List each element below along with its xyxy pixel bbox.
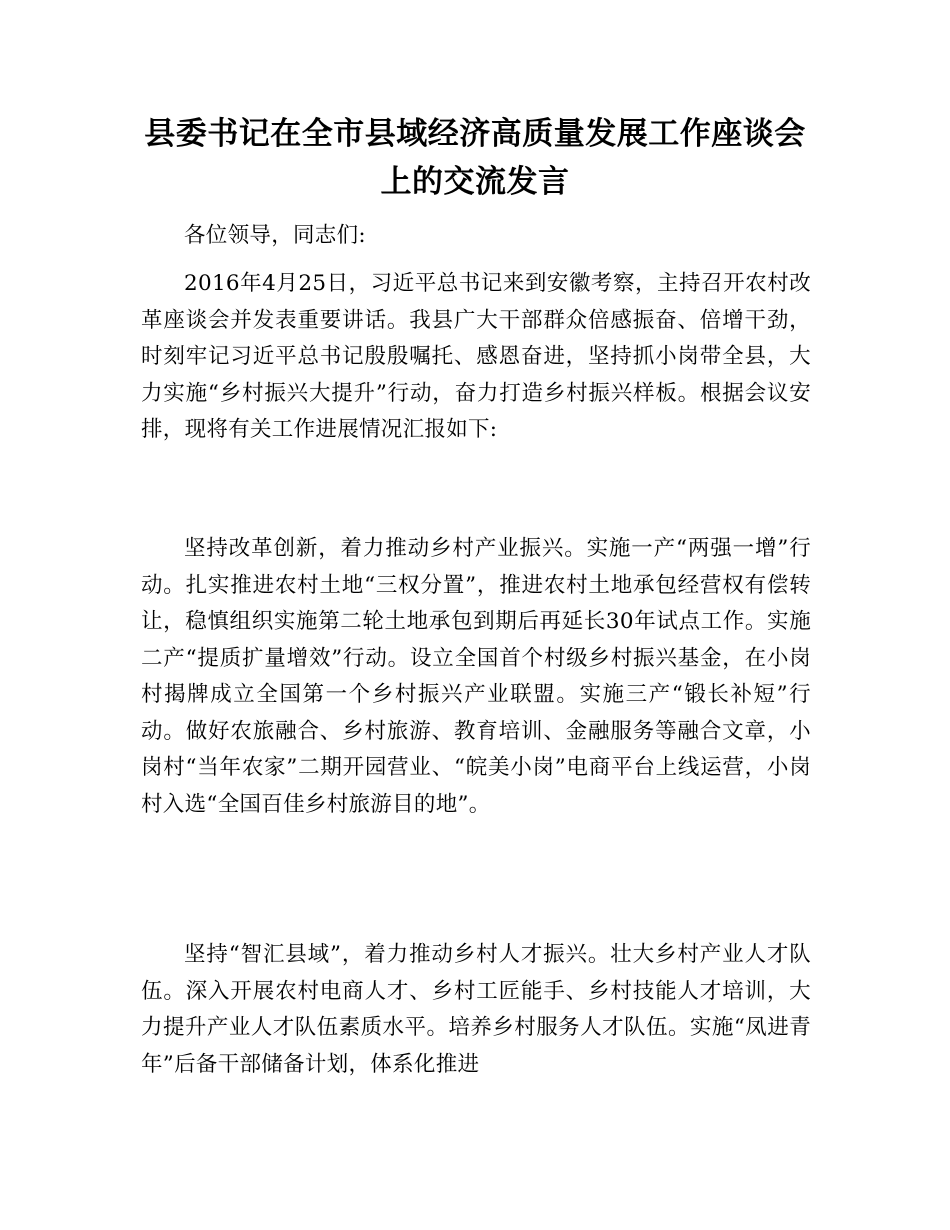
paragraph-intro: 2016年4月25日，习近平总书记来到安徽考察，主持召开农村改革座谈会并发表重要讲话。我县广大干部群众倍感振奋、倍增干劲，时刻牢记习近平总书记殷殷嘱托、感恩奋进，坚持抓小岗带全县，大力实施“乡村振兴大提升”行动，奋力打造乡村振兴样板。根据会议安排，现将有关工作进展情况汇报如下: xyxy=(141,271,811,442)
salutation: 各位领导，同志们: xyxy=(184,223,366,248)
document-title: 县委书记在全市县域经济高质量发展工作座谈会上的交流发言 xyxy=(144,116,806,200)
paragraph-industry: 坚持改革创新，着力推动乡村产业振兴。实施一产“两强一增”行动。扎实推进农村土地“三权分置”，推进农村土地承包经营权有偿转让，稳慎组织实施第二轮土地承包到期后再延长30年试点工作。实施二产“提质扩量增效”行动。设立全国首个村级乡村振兴基金，在小岗村揭牌成立全国第一个乡村振兴产业联盟。实施三产“锻长补短”行动。做好农旅融合、乡村旅游、教育培训、金融服务等融合文章，小岗村“当年农家”二期开园营业、“皖美小岗”电商平台上线运营，小岗村入选“全国百佳乡村旅游目的地”。 xyxy=(141,536,811,817)
paragraph-talent: 坚持“智汇县域”，着力推动乡村人才振兴。壮大乡村产业人才队伍。深入开展农村电商人才、乡村工匠能手、乡村技能人才培训，大力提升产业人才队伍素质水平。培养乡村服务人才队伍。实施“凤进青年”后备干部储备计划，体系化推进 xyxy=(141,942,811,1077)
